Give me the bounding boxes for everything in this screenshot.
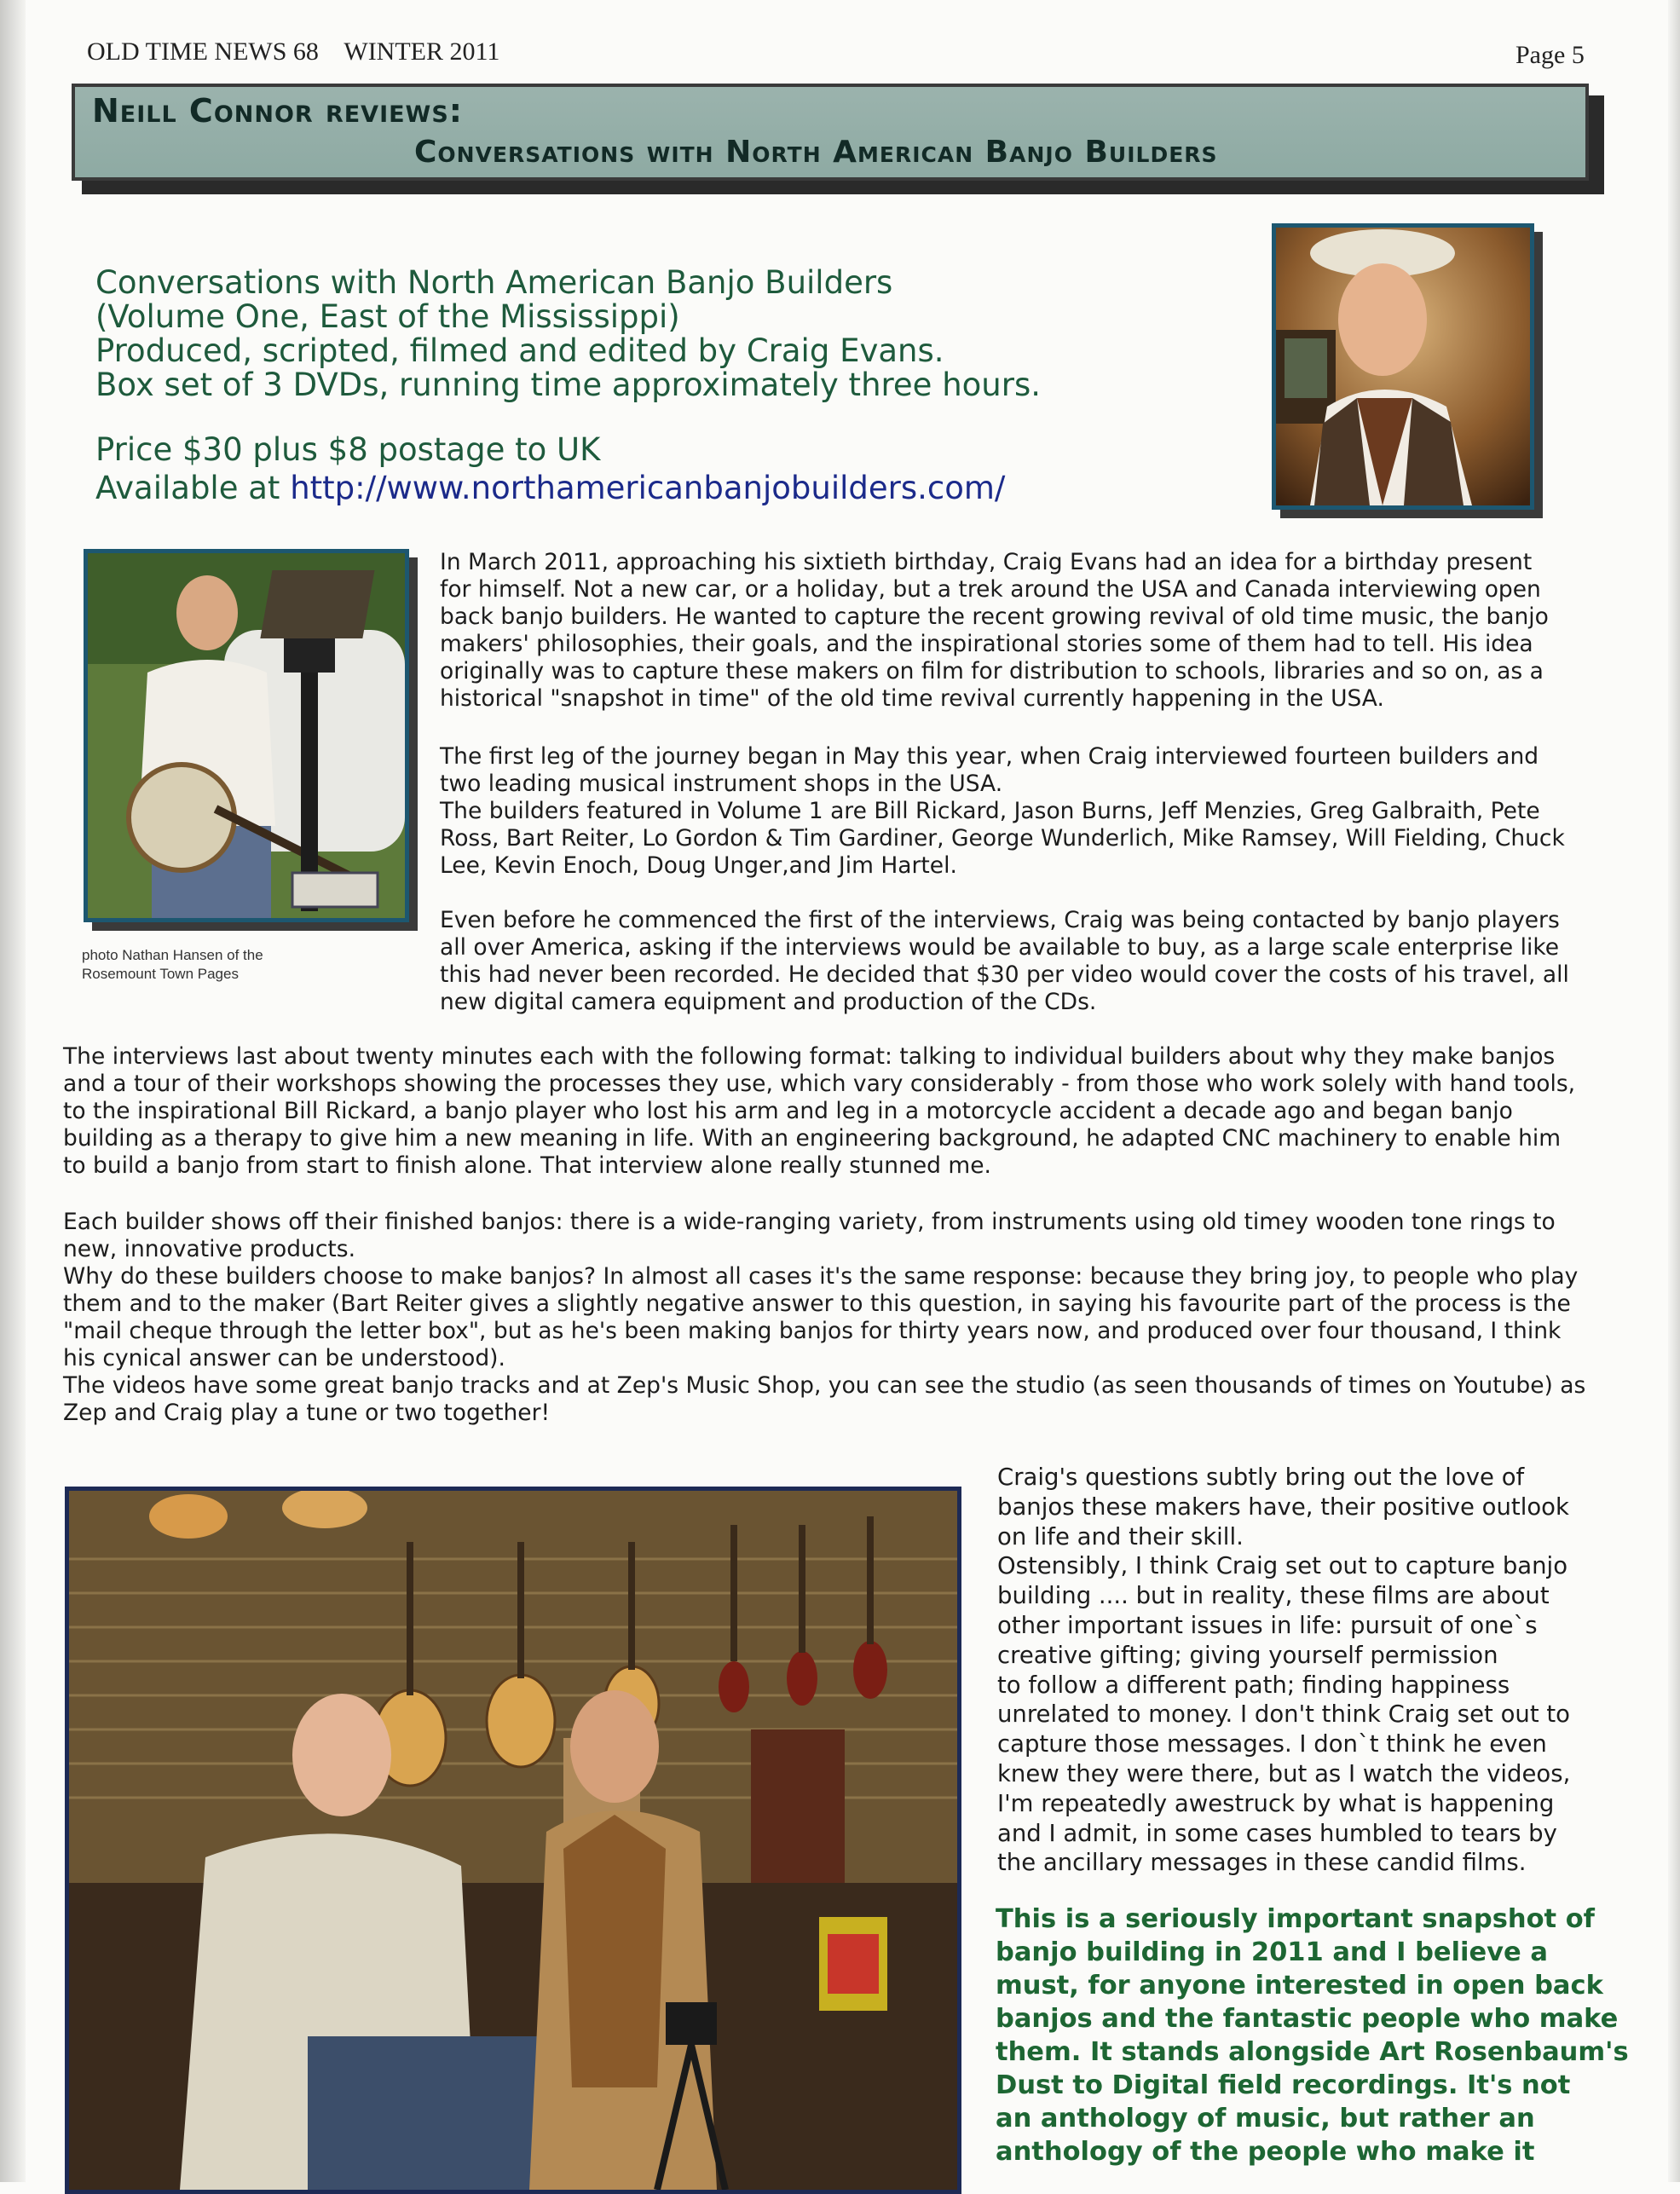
text-line: Why do these builders choose to make banjos? In almost all cases it's the same response: because they bring joy, to people who play — [63, 1263, 1579, 1290]
product-volume: (Volume One, East of the Mississippi) — [95, 298, 680, 335]
product-credits: Produced, scripted, filmed and edited by Craig Evans. — [95, 332, 944, 369]
text-line: this had never been recorded. He decided that $30 per video would cover the costs of his travel, all — [440, 961, 1569, 988]
text-line: new digital camera equipment and production of the CDs. — [440, 989, 1097, 1015]
text-line: Ostensibly, I think Craig set out to capture banjo — [997, 1552, 1568, 1580]
quote-line: banjos and the fantastic people who make — [996, 2004, 1619, 2034]
availability-prefix: Available at — [95, 470, 291, 506]
text-line: banjos these makers have, their positive outlook — [997, 1492, 1569, 1521]
text-line: building as a therapy to give him a new meaning in life. With an engineering background, he adapted CNC machinery to enable him — [63, 1125, 1562, 1152]
text-line: and a tour of their workshops showing the processes they use, which vary considerably - from those who work solely with hand tools, — [63, 1071, 1576, 1097]
text-line: all over America, asking if the interviews would be available to buy, as a large scale enterprise like — [440, 934, 1560, 961]
text-line: to build a banjo from start to finish alone. That interview alone really stunned me. — [63, 1152, 991, 1179]
text-line: Even before he commenced the first of the interviews, Craig was being contacted by banjo players — [440, 907, 1560, 933]
paragraph-journey — [440, 743, 1565, 880]
quote-line: them. It stands alongside Art Rosenbaum's — [996, 2037, 1629, 2067]
quote-line: banjo building in 2011 and I believe a — [996, 1937, 1548, 1967]
page-binding-shadow — [0, 0, 26, 2182]
text-line: the ancillary messages in these candid films. — [997, 1849, 1527, 1877]
text-line: Ross, Bart Reiter, Lo Gordon & Tim Gardiner, George Wunderlich, Mike Ramsey, Will Fielding, Chuck — [440, 825, 1565, 852]
text-line: on life and their skill. — [997, 1522, 1244, 1550]
text-line: his cynical answer can be understood). — [63, 1345, 505, 1371]
caption-line: Rosemount Town Pages — [82, 966, 239, 982]
page-edge — [1668, 0, 1680, 2182]
product-info — [95, 266, 1041, 402]
text-line: The builders featured in Volume 1 are Bill Rickard, Jason Burns, Jeff Menzies, Greg Galbraith, Pete — [440, 798, 1540, 824]
text-line: In March 2011, approaching his sixtieth birthday, Craig Evans had an idea for a birthday present — [440, 549, 1533, 575]
text-line: Lee, Kevin Enoch, Doug Unger,and Jim Hartel. — [440, 852, 957, 879]
text-line: unrelated to money. I don't think Craig set out to — [997, 1700, 1570, 1729]
text-line: The interviews last about twenty minutes each with the following format: talking to individual builders about why they make banjos — [63, 1043, 1556, 1070]
quote-line: This is a seriously important snapshot of — [996, 1904, 1595, 1934]
product-format: Box set of 3 DVDs, running time approximately three hours. — [95, 367, 1041, 403]
review-title-heading: Conversations with North American Banjo Builders — [414, 135, 1218, 170]
paragraph-demand — [440, 907, 1569, 1016]
price-text: Price $30 plus $8 postage to UK — [95, 431, 601, 468]
text-line: The videos have some great banjo tracks and at Zep's Music Shop, you can see the studio (as seen thousands of times on Youtube) as — [63, 1372, 1586, 1399]
pull-quote — [996, 1902, 1629, 2168]
text-line: to follow a different path; finding happiness — [997, 1671, 1510, 1699]
text-line: back banjo builders. He wanted to capture the recent growing revival of old time music, the banjo — [440, 603, 1549, 630]
portrait-photo-image — [1276, 228, 1530, 505]
paragraph-banjos — [63, 1209, 1585, 1427]
paragraph-reflection — [997, 1463, 1570, 1878]
caption-line: photo Nathan Hansen of the — [82, 947, 263, 963]
paragraph-format — [63, 1043, 1575, 1180]
banjo-player-photo-image — [88, 553, 405, 918]
text-line: for himself. Not a new car, or a holiday, but a trek around the USA and Canada interviewing open — [440, 576, 1541, 603]
text-line: The first leg of the journey began in May this year, when Craig interviewed fourteen builders and — [440, 743, 1539, 770]
quote-line: an anthology of music, but rather an — [996, 2104, 1535, 2133]
review-author-heading: Neill Connor reviews: — [92, 92, 463, 130]
website-link[interactable]: http://www.northamericanbanjobuilders.com/ — [290, 470, 1006, 506]
quote-line: Dust to Digital field recordings. It's not — [996, 2070, 1571, 2100]
text-line: historical "snapshot in time" of the old time revival currently happening in the USA. — [440, 685, 1384, 712]
text-line: them and to the maker (Bart Reiter gives a slightly negative answer to this question, in saying his favourite part of the process is the — [63, 1290, 1571, 1317]
text-line: new, innovative products. — [63, 1236, 356, 1262]
portrait-photo — [1272, 223, 1534, 510]
text-line: two leading musical instrument shops in the USA. — [440, 771, 1003, 797]
text-line: creative gifting; giving yourself permission — [997, 1641, 1498, 1669]
text-line: other important issues in life: pursuit of one`s — [997, 1611, 1538, 1639]
photo-caption — [82, 946, 263, 984]
price-block — [95, 430, 1005, 507]
text-line: originally was to capture these makers on film for distribution to schools, libraries and so on, as a — [440, 658, 1544, 684]
availability-line — [95, 469, 1005, 507]
text-line: makers' philosophies, their goals, and the inspirational stories some of them had to tell. His idea — [440, 631, 1533, 657]
text-line: to the inspirational Bill Rickard, a banjo player who lost his arm and leg in a motorcycle accident a decade ago and began banjo — [63, 1098, 1513, 1124]
text-line: and I admit, in some cases humbled to tears by — [997, 1819, 1557, 1847]
quote-line: anthology of the people who make it — [996, 2137, 1535, 2167]
product-title: Conversations with North American Banjo Builders — [95, 264, 893, 301]
page-number: Page 5 — [1515, 41, 1585, 69]
music-shop-interview-image — [69, 1491, 957, 2190]
text-line: "mail cheque through the letter box", but as he's been making banjos for thirty years now, and produced over four thousand, I think — [63, 1318, 1562, 1344]
paragraph-intro — [440, 549, 1549, 713]
text-line: building .... but in reality, these films are about — [997, 1582, 1550, 1610]
quote-line: must, for anyone interested in open back — [996, 1971, 1603, 2001]
music-shop-interview-photo — [65, 1487, 961, 2194]
banjo-player-photo — [84, 549, 409, 922]
text-line: capture those messages. I don`t think he even — [997, 1730, 1547, 1758]
title-banner — [72, 84, 1589, 181]
text-line: Zep and Craig play a tune or two together! — [63, 1400, 551, 1426]
text-line: Each builder shows off their finished banjos: there is a wide-ranging variety, from instruments using old timey wooden tone rings to — [63, 1209, 1556, 1235]
text-line: knew they were there, but as I watch the videos, — [997, 1759, 1571, 1787]
text-line: I'm repeatedly awestruck by what is happening — [997, 1789, 1555, 1817]
text-line: Craig's questions subtly bring out the love of — [997, 1464, 1525, 1491]
newsletter-issue: OLD TIME NEWS 68 WINTER 2011 — [87, 38, 500, 66]
